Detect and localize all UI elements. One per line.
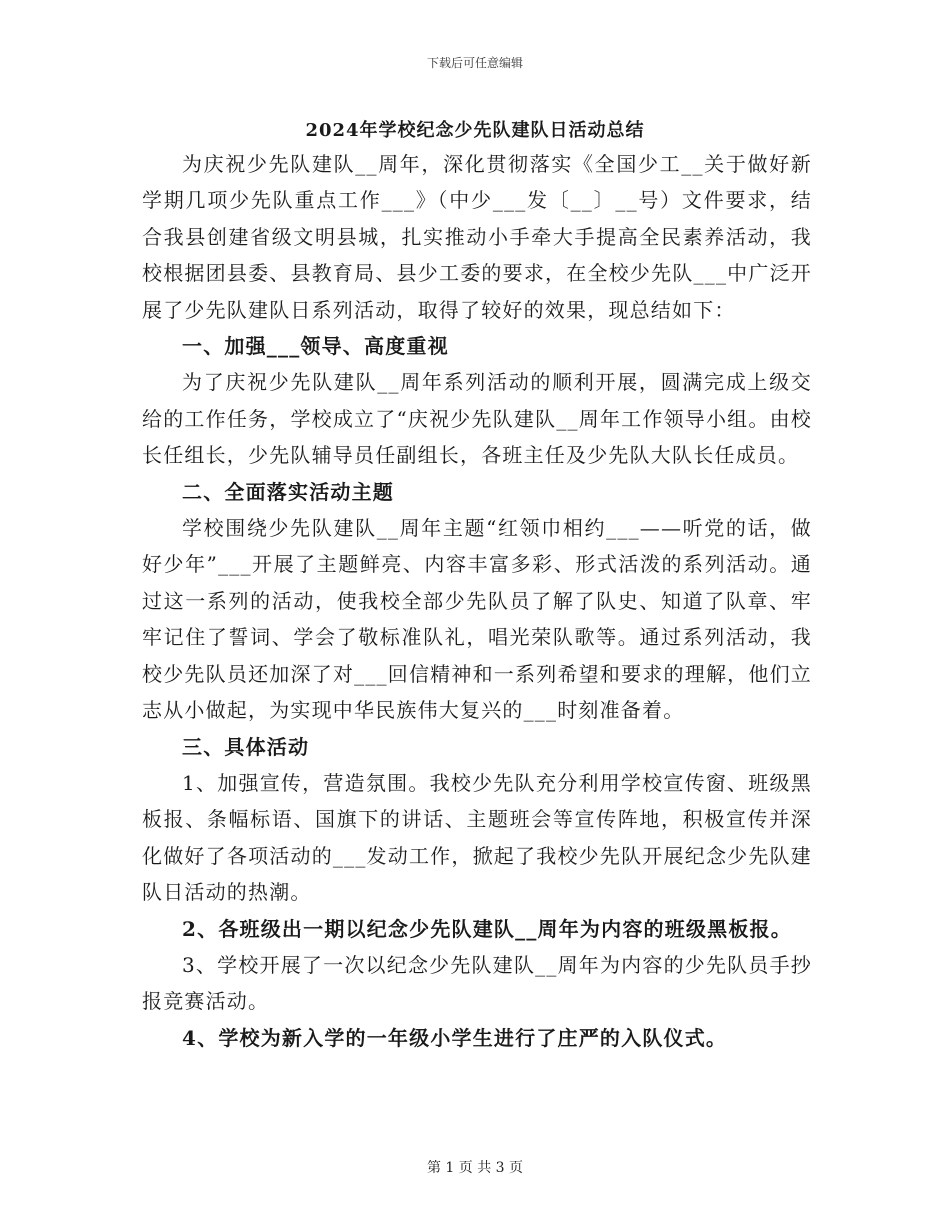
activity-item-1: 1、加强宣传，营造氛围。我校少先队充分利用学校宣传窗、班级黑板报、条幅标语、国旗下的讲话、主题班会等宣传阵地，积极宣传并深化做好了各项活动的___发动工作，掀起了我校少先队开展纪念少先队建队日活动的热潮。 [142,770,812,905]
section-heading-3: 三、具体活动 [182,734,310,759]
activity-item-2: 2、各班级出一期以纪念少先队建队__周年为内容的班级黑板报。 [182,916,792,941]
page-header-note: 下载后可任意编辑 [426,56,523,70]
document-title: 2024年学校纪念少先队建队日活动总结 [305,120,645,141]
intro-paragraph: 为庆祝少先队建队__周年，深化贯彻落实《全国少工__关于做好新学期几项少先队重点工作___》（中少___发〔__〕__号）文件要求，结合我县创建省级文明县城，扎实推动小手牵大手提高全民素养活动，我校根据团县委、县教育局、县少工委的要求，在全校少先队___中广泛开展了少先队建队日系列活动，取得了较好的效果，现总结如下： [142,152,812,322]
document-body [142,146,812,1056]
section-2-paragraph: 学校围绕少先队建队__周年主题“红领巾相约___——听党的话，做好少年”___开展了主题鲜亮、内容丰富多彩、形式活泼的系列活动。通过这一系列的活动，使我校全部少先队员了解了队史、知道了队章、牢牢记住了誓词、学会了敬标准队礼，唱光荣队歌等。通过系列活动，我校少先队员还加深了对___回信精神和一系列希望和要求的理解，他们立志从小做起，为实现中华民族伟大复兴的___时刻准备着。 [142,516,812,723]
section-1-paragraph: 为了庆祝少先队建队__周年系列活动的顺利开展，圆满完成上级交给的工作任务，学校成立了“庆祝少先队建队__周年工作领导小组。由校长任组长，少先队辅导员任副组长，各班主任及少先队大队长任成员。 [142,370,812,468]
page-number-footer: 第 1 页 共 3 页 [426,1160,524,1176]
section-heading-2: 二、全面落实活动主题 [182,479,394,504]
activity-item-3: 3、学校开展了一次以纪念少先队建队__周年为内容的少先队员手抄报竞赛活动。 [142,952,812,1014]
activity-item-4: 4、学校为新入学的一年级小学生进行了庄严的入队仪式。 [182,1025,728,1050]
section-heading-1: 一、加强___领导、高度重视 [182,334,449,359]
